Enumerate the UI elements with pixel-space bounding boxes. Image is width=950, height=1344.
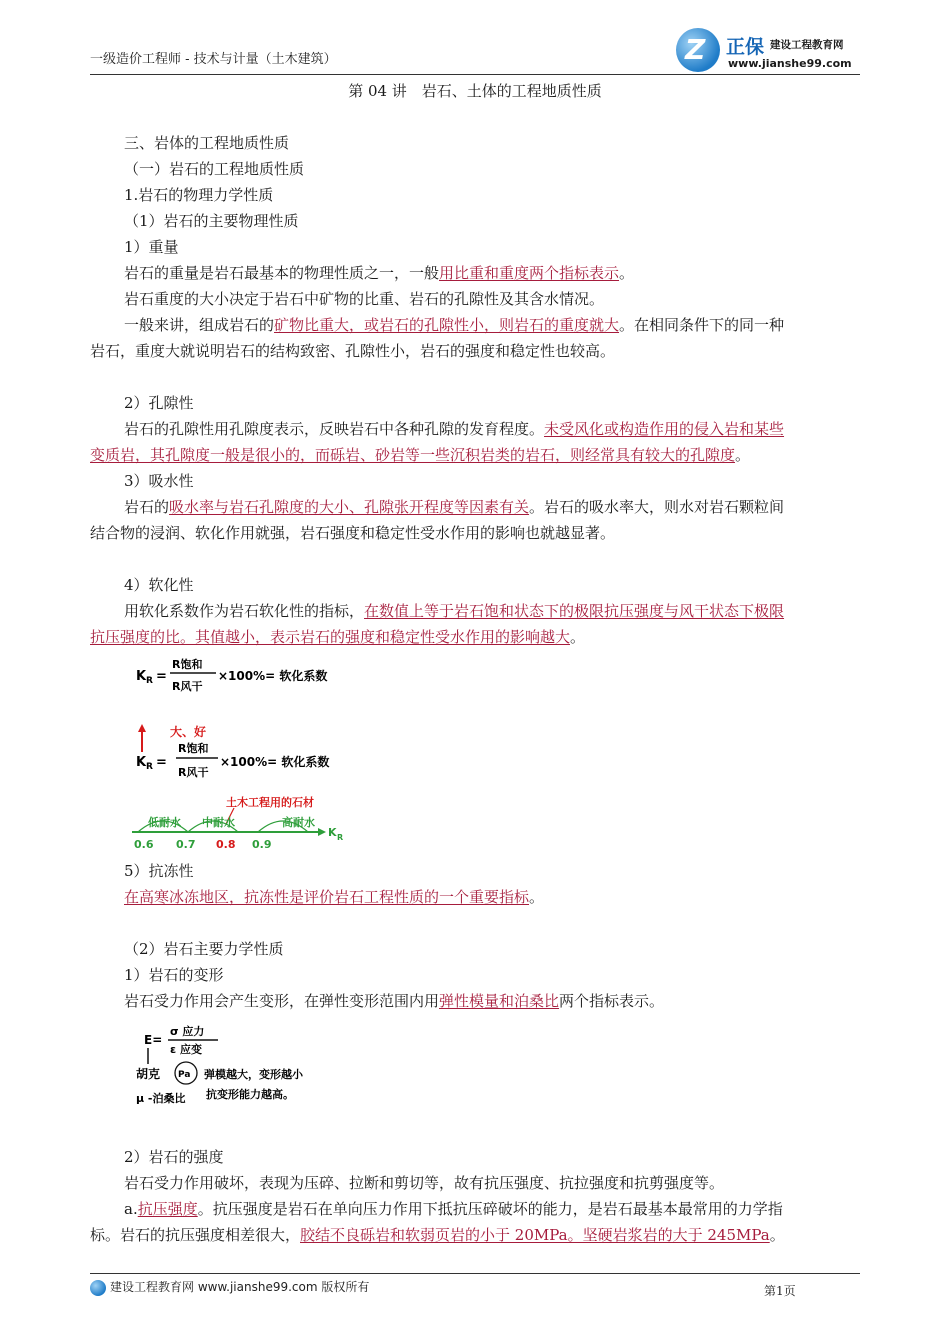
paragraph-line: 岩石重度的大小决定于岩石中矿物的比重、岩石的孔隙性及其含水情况。 xyxy=(124,290,605,308)
paragraph-line xyxy=(124,314,784,335)
paragraph-line: 岩石受力作用破坏，表现为压碎、拉断和剪切等，故有抗压强度、抗拉强度和抗剪强度等。 xyxy=(124,1174,725,1192)
formula-lhs: K xyxy=(136,669,147,684)
highlight-text: 用比重和重度两个指标表示 xyxy=(439,264,620,282)
hooke-label: 胡克 xyxy=(136,1067,161,1081)
text-span: 。抗压强度是岩石在单向压力作用下抵抗压碎破坏的能力，是岩石最基本最常用的力学指 xyxy=(197,1200,783,1218)
pa-unit-label: Pa xyxy=(178,1070,191,1080)
scale-tick: 0.7 xyxy=(176,838,196,851)
modulus-formula-lhs: E= xyxy=(144,1033,163,1047)
segment-label: 低耐水 xyxy=(148,816,181,829)
section-heading: 三、岩体的工程地质性质 xyxy=(124,134,290,152)
formula-lhs-sub: R xyxy=(146,762,153,772)
modulus-note: 抗变形能力越高。 xyxy=(206,1088,294,1101)
paragraph-line xyxy=(124,886,544,907)
scale-tick: 0.6 xyxy=(134,838,154,851)
item-heading-absorption: 3）吸水性 xyxy=(124,472,194,490)
formula-numerator: R饱和 xyxy=(172,658,203,671)
subsection-heading: （一）岩石的工程地质性质 xyxy=(124,160,305,178)
paragraph-line xyxy=(90,444,750,465)
highlight-text: 在数值上等于岩石饱和状态下的极限抗压强度与风干状态下极限 xyxy=(364,602,785,620)
text-span: 岩石的重量是岩石最基本的物理性质之一，一般 xyxy=(124,264,440,282)
formula-denominator: R风干 xyxy=(172,680,203,693)
footer-site-text: 建设工程教育网 www.jianshe99.com 版权所有 xyxy=(110,1280,370,1294)
paragraph-line xyxy=(124,496,784,517)
text-span: 。 xyxy=(769,1226,785,1244)
item-heading-strength: 2）岩石的强度 xyxy=(124,1148,224,1166)
formula-lhs: K xyxy=(136,755,147,770)
text-span: 。 xyxy=(619,264,635,282)
text-span: 。 xyxy=(529,888,545,906)
formula-numerator: R饱和 xyxy=(178,742,209,755)
segment-label: 中耐水 xyxy=(202,816,235,829)
highlight-text: 变质岩，其孔隙度一般是很小的，而砾岩、砂岩等一些沉积岩类的岩石，则经常具有较大的孔隙度 xyxy=(90,446,736,464)
footer-site[interactable] xyxy=(90,1278,369,1296)
highlight-text: 抗压强度的比。其值越小，表示岩石的强度和稳定性受水作用的影响越大 xyxy=(90,628,571,646)
modulus-numerator: σ 应力 xyxy=(170,1025,205,1038)
axis-label-sub: R xyxy=(337,833,344,842)
paragraph-line xyxy=(124,418,784,439)
scale-tick: 0.9 xyxy=(252,838,272,851)
scale-tick-highlight: 0.8 xyxy=(216,838,236,851)
site-logo-icon xyxy=(90,1280,106,1296)
softening-scale-figure xyxy=(128,790,358,852)
logo-icon: Z xyxy=(676,28,720,72)
text-span: 。在相同条件下的同一种 xyxy=(619,316,785,334)
modulus-denominator: ε 应变 xyxy=(170,1043,202,1056)
logo-tagline: 建设工程教育网 xyxy=(770,39,844,51)
site-logo[interactable] xyxy=(676,28,866,74)
paragraph-line: 岩石，重度大就说明岩石的结构致密、孔隙性小，岩石的强度和稳定性也较高。 xyxy=(90,342,616,360)
formula-lhs-sub: R xyxy=(146,676,153,686)
item-heading-porosity: 2）孔隙性 xyxy=(124,394,194,412)
segment-label: 高耐水 xyxy=(282,816,315,829)
scale-callout: 土木工程用的石材 xyxy=(226,796,314,809)
logo-url: www.jianshe99.com xyxy=(728,57,852,70)
item-heading-softening: 4）软化性 xyxy=(124,576,194,594)
text-span: 两个指标表示。 xyxy=(559,992,665,1010)
paragraph-line xyxy=(124,1198,783,1219)
paragraph-line xyxy=(124,262,634,283)
softening-formula-annotated-figure xyxy=(134,722,374,782)
modulus-note: 弹模越大，变形越小 xyxy=(204,1068,303,1081)
formula-rhs: ×100%= 软化系数 xyxy=(220,755,330,769)
footer-divider xyxy=(90,1273,860,1274)
axis-label: K xyxy=(328,826,337,839)
header-course-title: 一级造价工程师 - 技术与计量（土木建筑） xyxy=(90,52,337,67)
text-span: 。 xyxy=(570,628,586,646)
paragraph-line: 结合物的浸润、软化作用就强，岩石强度和稳定性受水作用的影响也就越显著。 xyxy=(90,524,616,542)
paragraph-line xyxy=(90,1224,785,1245)
formula-rhs: ×100%= 软化系数 xyxy=(218,669,328,683)
softening-formula-figure xyxy=(134,652,364,698)
poisson-label: μ -泊桑比 xyxy=(136,1092,186,1105)
text-span: 岩石的 xyxy=(124,498,170,516)
paragraph-line xyxy=(90,626,585,647)
formula-denominator: R风干 xyxy=(178,766,209,779)
text-span: a. xyxy=(124,1200,138,1218)
equals-sign: = xyxy=(156,669,167,684)
paragraph-line xyxy=(124,600,784,621)
arrow-note: 大、好 xyxy=(170,725,207,739)
highlight-text: 矿物比重大，或岩石的孔隙性小，则岩石的重度就大 xyxy=(274,316,620,334)
topic-subheading: （1）岩石的主要物理性质 xyxy=(124,212,299,230)
subsection-heading-mechanics: （2）岩石主要力学性质 xyxy=(124,940,284,958)
text-span: 岩石的孔隙性用孔隙度表示，反映岩石中各种孔隙的发育程度。 xyxy=(124,420,545,438)
text-span: 。 xyxy=(735,446,751,464)
paragraph-line xyxy=(124,990,664,1011)
item-heading-weight: 1）重量 xyxy=(124,238,179,256)
logo-brand: 正保 xyxy=(726,36,765,58)
highlight-text: 未受风化或构造作用的侵入岩和某些 xyxy=(544,420,785,438)
elastic-modulus-figure xyxy=(134,1020,344,1110)
equals-sign: = xyxy=(156,755,167,770)
highlight-text: 胶结不良砾岩和软弱页岩的小于 20MPa。坚硬岩浆岩的大于 245MPa xyxy=(300,1226,770,1244)
axis-arrow-icon xyxy=(318,828,326,836)
highlight-text: 弹性模量和泊桑比 xyxy=(439,992,560,1010)
text-span: 。岩石的吸水率大，则水对岩石颗粒间 xyxy=(529,498,785,516)
header-divider xyxy=(90,74,860,75)
topic-heading: 1.岩石的物理力学性质 xyxy=(124,186,274,204)
item-heading-frost: 5）抗冻性 xyxy=(124,862,194,880)
text-span: 一般来讲，组成岩石的 xyxy=(124,316,275,334)
arrow-head-icon xyxy=(138,724,146,732)
item-heading-deformation: 1）岩石的变形 xyxy=(124,966,224,984)
page-number: 第1页 xyxy=(764,1284,796,1298)
lecture-title: 第 04 讲 岩石、土体的工程地质性质 xyxy=(348,82,602,100)
text-span: 标。岩石的抗压强度相差很大， xyxy=(90,1226,301,1244)
highlight-text: 吸水率与岩石孔隙度的大小、孔隙张开程度等因素有关 xyxy=(169,498,530,516)
text-span: 岩石受力作用会产生变形，在弹性变形范围内用 xyxy=(124,992,440,1010)
text-span: 用软化系数作为岩石软化性的指标， xyxy=(124,602,365,620)
highlight-text: 在高寒冰冻地区，抗冻性是评价岩石工程性质的一个重要指标 xyxy=(124,888,530,906)
highlight-text: 抗压强度 xyxy=(137,1200,198,1218)
